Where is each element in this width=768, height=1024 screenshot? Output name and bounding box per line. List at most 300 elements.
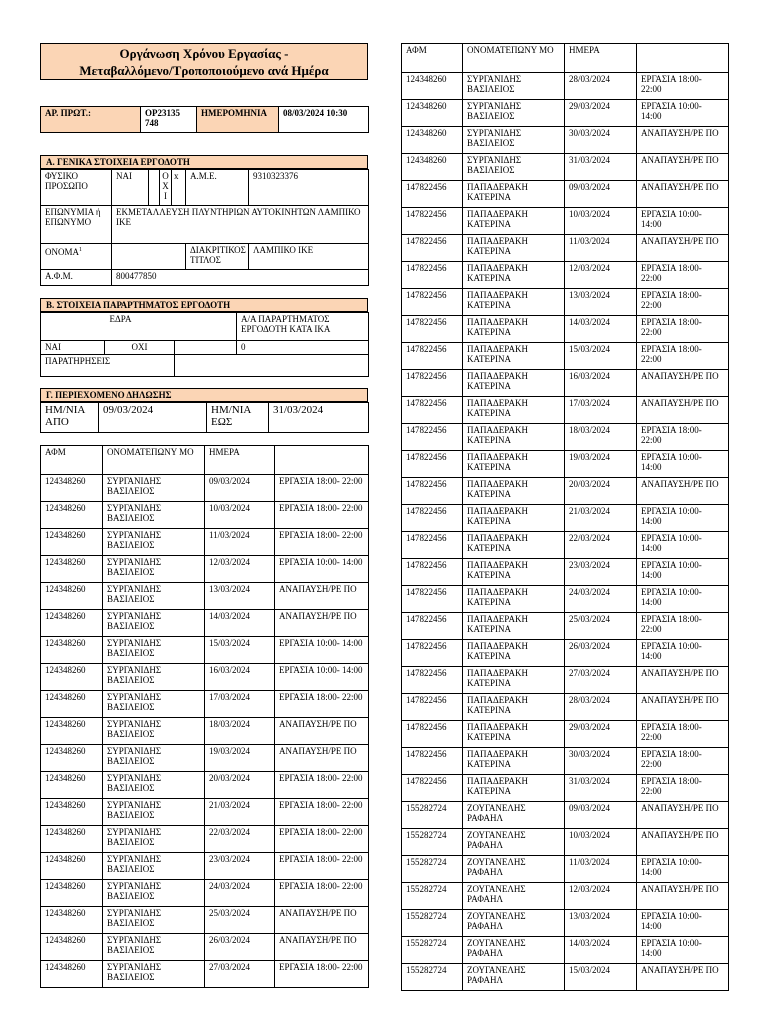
table-row	[402, 586, 729, 613]
remarks-label: ΠΑΡΑΤΗΡΗΣΕΙΣ	[41, 355, 175, 377]
cell-day: 23/03/2024	[205, 853, 275, 880]
cell-afm: 147822456	[402, 370, 463, 397]
cell-day: 14/03/2024	[205, 610, 275, 637]
company-name-value: ΕΚΜΕΤΑΛΛΕΥΣΗ ΠΛΥΝΤΗΡΙΩΝ ΑΥΤΟΚΙΝΗΤΩΝ ΛΑΜΠΙΚΟ ΙΚΕ	[112, 206, 369, 244]
seat-label: ΕΔΡΑ	[41, 313, 237, 341]
schedule-table-left	[40, 445, 369, 988]
afm-value: 800477850	[112, 270, 369, 286]
cell-day: 12/03/2024	[205, 556, 275, 583]
cell-afm: 147822456	[402, 613, 463, 640]
header-afm: ΑΦΜ	[41, 446, 103, 475]
date-from-value: 09/03/2024	[99, 403, 207, 433]
cell-day: 13/03/2024	[565, 910, 637, 937]
cell-name: ΠΑΠΑΔΕΡΑΚΗ ΚΑΤΕΡΙΝΑ	[463, 343, 565, 370]
table-row	[41, 637, 369, 664]
cell-name: ΖΟΥΓΑΝΕΛΗΣ ΡΑΦΑΗΛ	[463, 964, 565, 991]
cell-status: ΕΡΓΑΣΙΑ 18:00- 22:00	[637, 613, 729, 640]
cell-name: ΖΟΥΓΑΝΕΛΗΣ ΡΑΦΑΗΛ	[463, 883, 565, 910]
cell-name: ΣΥΡΓΑΝΙΔΗΣ ΒΑΣΙΛΕΙΟΣ	[463, 73, 565, 100]
cell-status: ΕΡΓΑΣΙΑ 10:00- 14:00	[637, 586, 729, 613]
table-row	[402, 910, 729, 937]
document-title-line1: Οργάνωση Χρόνου Εργασίας -	[119, 46, 289, 61]
cell-name: ΠΑΠΑΔΕΡΑΚΗ ΚΑΤΕΡΙΝΑ	[463, 721, 565, 748]
section-c-header: Γ. ΠΕΡΙΕΧΟΜΕΝΟ ΔΗΛΩΣΗΣ	[40, 388, 368, 402]
cell-afm: 155282724	[402, 964, 463, 991]
cell-name: ΖΟΥΓΑΝΕΛΗΣ ΡΑΦΑΗΛ	[463, 937, 565, 964]
cell-day: 09/03/2024	[565, 802, 637, 829]
onoma-label: ΟΝΟΜΑ$^1$	[41, 244, 112, 270]
cell-day: 31/03/2024	[565, 775, 637, 802]
physical-yes: ΝΑΙ	[112, 170, 149, 206]
cell-afm: 147822456	[402, 748, 463, 775]
cell-status: ΑΝΑΠΑΥΣΗ/ΡΕ ΠΟ	[275, 718, 369, 745]
cell-status: ΑΝΑΠΑΥΣΗ/ΡΕ ΠΟ	[275, 745, 369, 772]
cell-status: ΕΡΓΑΣΙΑ 18:00- 22:00	[637, 721, 729, 748]
cell-afm: 124348260	[402, 100, 463, 127]
cell-status: ΕΡΓΑΣΙΑ 10:00- 14:00	[275, 664, 369, 691]
cell-name: ΠΑΠΑΔΕΡΑΚΗ ΚΑΤΕΡΙΝΑ	[463, 667, 565, 694]
cell-day: 27/03/2024	[205, 961, 275, 988]
cell-status: ΑΝΑΠΑΥΣΗ/ΡΕ ΠΟ	[637, 829, 729, 856]
cell-day: 10/03/2024	[565, 208, 637, 235]
cell-status: ΕΡΓΑΣΙΑ 18:00- 22:00	[275, 961, 369, 988]
cell-status: ΕΡΓΑΣΙΑ 18:00- 22:00	[637, 424, 729, 451]
cell-afm: 147822456	[402, 478, 463, 505]
cell-status: ΕΡΓΑΣΙΑ 18:00- 22:00	[275, 529, 369, 556]
cell-status: ΕΡΓΑΣΙΑ 18:00- 22:00	[275, 502, 369, 529]
cell-name: ΖΟΥΓΑΝΕΛΗΣ ΡΑΦΑΗΛ	[463, 802, 565, 829]
cell-afm: 147822456	[402, 451, 463, 478]
cell-name: ΠΑΠΑΔΕΡΑΚΗ ΚΑΤΕΡΙΝΑ	[463, 775, 565, 802]
header-day: ΗΜΕΡΑ	[565, 44, 637, 73]
cell-status: ΑΝΑΠΑΥΣΗ/ΡΕ ΠΟ	[637, 154, 729, 181]
cell-day: 20/03/2024	[205, 772, 275, 799]
cell-status: ΑΝΑΠΑΥΣΗ/ΡΕ ΠΟ	[637, 883, 729, 910]
cell-status: ΕΡΓΑΣΙΑ 18:00- 22:00	[275, 853, 369, 880]
cell-status: ΕΡΓΑΣΙΑ 10:00- 14:00	[637, 208, 729, 235]
cell-day: 15/03/2024	[565, 343, 637, 370]
cell-status: ΑΝΑΠΑΥΣΗ/ΡΕ ΠΟ	[275, 610, 369, 637]
table-row	[402, 532, 729, 559]
cell-day: 28/03/2024	[565, 694, 637, 721]
table-row	[402, 667, 729, 694]
physical-person-label: ΦΥΣΙΚΟ ΠΡΟΣΩΠΟ	[41, 170, 112, 206]
cell-day: 17/03/2024	[565, 397, 637, 424]
cell-day: 25/03/2024	[205, 907, 275, 934]
table-row	[41, 907, 369, 934]
header-name: ΟΝΟΜΑΤΕΠΩΝΥ ΜΟ	[463, 44, 565, 73]
cell-day: 12/03/2024	[565, 262, 637, 289]
protocol-label: ΑΡ. ΠΡΩΤ.:	[41, 107, 141, 133]
cell-day: 27/03/2024	[565, 667, 637, 694]
cell-day: 15/03/2024	[205, 637, 275, 664]
cell-name: ΠΑΠΑΔΕΡΑΚΗ ΚΑΤΕΡΙΝΑ	[463, 586, 565, 613]
table-row	[402, 451, 729, 478]
cell-afm: 147822456	[402, 424, 463, 451]
cell-status: ΑΝΑΠΑΥΣΗ/ΡΕ ΠΟ	[637, 127, 729, 154]
cell-name: ΣΥΡΓΑΝΙΔΗΣ ΒΑΣΙΛΕΙΟΣ	[103, 475, 205, 502]
cell-day: 22/03/2024	[565, 532, 637, 559]
remarks-value	[175, 355, 369, 377]
cell-name: ΣΥΡΓΑΝΙΔΗΣ ΒΑΣΙΛΕΙΟΣ	[103, 664, 205, 691]
table-row	[402, 748, 729, 775]
cell-afm: 147822456	[402, 316, 463, 343]
header-day: ΗΜΕΡΑ	[205, 446, 275, 475]
cell-name: ΠΑΠΑΔΕΡΑΚΗ ΚΑΤΕΡΙΝΑ	[463, 478, 565, 505]
cell-name: ΣΥΡΓΑΝΙΔΗΣ ΒΑΣΙΛΕΙΟΣ	[103, 907, 205, 934]
cell-name: ΖΟΥΓΑΝΕΛΗΣ ΡΑΦΑΗΛ	[463, 829, 565, 856]
table-row	[402, 262, 729, 289]
cell-status: ΕΡΓΑΣΙΑ 18:00- 22:00	[275, 799, 369, 826]
table-row	[41, 583, 369, 610]
cell-status: ΕΡΓΑΣΙΑ 18:00- 22:00	[637, 775, 729, 802]
table-row	[402, 505, 729, 532]
cell-status: ΑΝΑΠΑΥΣΗ/ΡΕ ΠΟ	[637, 964, 729, 991]
cell-status: ΕΡΓΑΣΙΑ 10:00- 14:00	[275, 556, 369, 583]
cell-day: 25/03/2024	[565, 613, 637, 640]
cell-afm: 124348260	[41, 934, 103, 961]
cell-name: ΠΑΠΑΔΕΡΑΚΗ ΚΑΤΕΡΙΝΑ	[463, 262, 565, 289]
cell-afm: 155282724	[402, 829, 463, 856]
cell-day: 24/03/2024	[205, 880, 275, 907]
table-row	[402, 937, 729, 964]
cell-name: ΣΥΡΓΑΝΙΔΗΣ ΒΑΣΙΛΕΙΟΣ	[103, 772, 205, 799]
cell-day: 28/03/2024	[565, 73, 637, 100]
physical-no: Ο Χ Ι	[160, 170, 172, 206]
cell-day: 21/03/2024	[565, 505, 637, 532]
cell-afm: 124348260	[41, 745, 103, 772]
cell-status: ΕΡΓΑΣΙΑ 18:00- 22:00	[637, 748, 729, 775]
cell-status: ΕΡΓΑΣΙΑ 10:00- 14:00	[637, 910, 729, 937]
cell-day: 29/03/2024	[565, 100, 637, 127]
cell-status: ΕΡΓΑΣΙΑ 10:00- 14:00	[637, 937, 729, 964]
cell-status: ΕΡΓΑΣΙΑ 18:00- 22:00	[275, 691, 369, 718]
cell-status: ΑΝΑΠΑΥΣΗ/ΡΕ ΠΟ	[637, 667, 729, 694]
table-row	[402, 559, 729, 586]
table-row	[41, 934, 369, 961]
ame-label: Α.Μ.Ε.	[186, 170, 249, 206]
cell-afm: 147822456	[402, 559, 463, 586]
cell-status: ΕΡΓΑΣΙΑ 18:00- 22:00	[275, 826, 369, 853]
cell-name: ΠΑΠΑΔΕΡΑΚΗ ΚΑΤΕΡΙΝΑ	[463, 316, 565, 343]
section-b-header: Β. ΣΤΟΙΧΕΙΑ ΠΑΡΑΡΤΗΜΑΤΟΣ ΕΡΓΟΔΟΤΗ	[40, 298, 368, 312]
table-row	[41, 826, 369, 853]
cell-name: ΠΑΠΑΔΕΡΑΚΗ ΚΑΤΕΡΙΝΑ	[463, 424, 565, 451]
cell-afm: 124348260	[41, 718, 103, 745]
cell-name: ΣΥΡΓΑΝΙΔΗΣ ΒΑΣΙΛΕΙΟΣ	[103, 880, 205, 907]
cell-day: 10/03/2024	[565, 829, 637, 856]
section-b-table	[40, 312, 369, 377]
branch-value: 0	[237, 341, 369, 355]
cell-afm: 147822456	[402, 262, 463, 289]
section-a-table	[40, 169, 369, 286]
table-row	[402, 613, 729, 640]
table-row	[402, 964, 729, 991]
cell-name: ΖΟΥΓΑΝΕΛΗΣ ΡΑΦΑΗΛ	[463, 910, 565, 937]
cell-status: ΑΝΑΠΑΥΣΗ/ΡΕ ΠΟ	[637, 181, 729, 208]
table-row	[402, 478, 729, 505]
table-row	[402, 424, 729, 451]
cell-name: ΖΟΥΓΑΝΕΛΗΣ ΡΑΦΑΗΛ	[463, 856, 565, 883]
protocol-table	[40, 106, 369, 133]
cell-afm: 124348260	[41, 799, 103, 826]
cell-afm: 147822456	[402, 397, 463, 424]
table-row	[402, 73, 729, 100]
date-from-label: ΗΜ/ΝΙΑ ΑΠΟ	[41, 403, 99, 433]
distinct-title-label: ΔΙΑΚΡΙΤΙΚΟΣ ΤΙΤΛΟΣ	[186, 244, 249, 270]
document-title-line2: Μεταβαλλόμενο/Τροποποιούμενο ανά Ημέρα	[79, 63, 329, 78]
cell-status: ΕΡΓΑΣΙΑ 10:00- 14:00	[637, 856, 729, 883]
branch-label: Α/Α ΠΑΡΑΡΤΗΜΑΤΟΣ ΕΡΓΟΔΟΤΗ ΚΑΤΑ ΙΚΑ	[237, 313, 369, 341]
cell-day: 23/03/2024	[565, 559, 637, 586]
cell-afm: 147822456	[402, 289, 463, 316]
distinct-title-value: ΛΑΜΠΙΚΟ ΙΚΕ	[249, 244, 369, 270]
cell-afm: 155282724	[402, 856, 463, 883]
ame-value: 9310323376	[249, 170, 369, 206]
cell-afm: 147822456	[402, 181, 463, 208]
table-row	[41, 880, 369, 907]
cell-name: ΣΥΡΓΑΝΙΔΗΣ ΒΑΣΙΛΕΙΟΣ	[103, 745, 205, 772]
cell-name: ΠΑΠΑΔΕΡΑΚΗ ΚΑΤΕΡΙΝΑ	[463, 532, 565, 559]
table-row	[41, 475, 369, 502]
cell-status: ΕΡΓΑΣΙΑ 18:00- 22:00	[637, 316, 729, 343]
cell-status: ΑΝΑΠΑΥΣΗ/ΡΕ ΠΟ	[637, 694, 729, 721]
cell-afm: 124348260	[41, 853, 103, 880]
cell-day: 11/03/2024	[205, 529, 275, 556]
cell-status: ΕΡΓΑΣΙΑ 10:00- 14:00	[637, 100, 729, 127]
cell-day: 11/03/2024	[565, 235, 637, 262]
table-row	[41, 961, 369, 988]
section-a-header: Α. ΓΕΝΙΚΑ ΣΤΟΙΧΕΙΑ ΕΡΓΟΔΟΤΗ	[40, 155, 368, 169]
table-row	[402, 856, 729, 883]
table-row	[402, 316, 729, 343]
cell-afm: 147822456	[402, 586, 463, 613]
cell-afm: 124348260	[41, 475, 103, 502]
cell-day: 14/03/2024	[565, 316, 637, 343]
cell-name: ΣΥΡΓΑΝΙΔΗΣ ΒΑΣΙΛΕΙΟΣ	[463, 100, 565, 127]
table-row	[402, 235, 729, 262]
cell-status: ΕΡΓΑΣΙΑ 10:00- 14:00	[637, 640, 729, 667]
cell-afm: 155282724	[402, 937, 463, 964]
onoma-footnote: 1	[79, 247, 83, 253]
cell-name: ΣΥΡΓΑΝΙΔΗΣ ΒΑΣΙΛΕΙΟΣ	[103, 502, 205, 529]
cell-status: ΑΝΑΠΑΥΣΗ/ΡΕ ΠΟ	[637, 478, 729, 505]
cell-day: 11/03/2024	[565, 856, 637, 883]
table-header-row	[402, 44, 729, 73]
branch-no: ΟΧΙ	[105, 341, 175, 355]
cell-status: ΑΝΑΠΑΥΣΗ/ΡΕ ΠΟ	[275, 583, 369, 610]
table-row	[402, 343, 729, 370]
cell-name: ΣΥΡΓΑΝΙΔΗΣ ΒΑΣΙΛΕΙΟΣ	[463, 154, 565, 181]
cell-name: ΠΑΠΑΔΕΡΑΚΗ ΚΑΤΕΡΙΝΑ	[463, 694, 565, 721]
cell-afm: 124348260	[41, 529, 103, 556]
cell-name: ΠΑΠΑΔΕΡΑΚΗ ΚΑΤΕΡΙΝΑ	[463, 235, 565, 262]
cell-afm: 147822456	[402, 721, 463, 748]
table-row	[41, 691, 369, 718]
table-row	[402, 802, 729, 829]
cell-status: ΕΡΓΑΣΙΑ 18:00- 22:00	[275, 772, 369, 799]
cell-day: 16/03/2024	[205, 664, 275, 691]
cell-day: 20/03/2024	[565, 478, 637, 505]
table-row	[402, 829, 729, 856]
header-name: ΟΝΟΜΑΤΕΠΩΝΥ ΜΟ	[103, 446, 205, 475]
cell-name: ΣΥΡΓΑΝΙΔΗΣ ΒΑΣΙΛΕΙΟΣ	[103, 691, 205, 718]
table-row	[402, 640, 729, 667]
cell-afm: 124348260	[41, 691, 103, 718]
protocol-date-label: ΗΜΕΡΟΜΗΝΙΑ	[197, 107, 279, 133]
cell-name: ΠΑΠΑΔΕΡΑΚΗ ΚΑΤΕΡΙΝΑ	[463, 748, 565, 775]
cell-afm: 147822456	[402, 640, 463, 667]
table-row	[41, 853, 369, 880]
cell-status: ΑΝΑΠΑΥΣΗ/ΡΕ ΠΟ	[637, 370, 729, 397]
cell-day: 19/03/2024	[205, 745, 275, 772]
cell-name: ΣΥΡΓΑΝΙΔΗΣ ΒΑΣΙΛΕΙΟΣ	[103, 961, 205, 988]
table-row	[402, 100, 729, 127]
cell-status: ΕΡΓΑΣΙΑ 10:00- 14:00	[637, 559, 729, 586]
table-row	[402, 721, 729, 748]
document-title	[40, 43, 368, 80]
cell-afm: 124348260	[41, 637, 103, 664]
cell-name: ΣΥΡΓΑΝΙΔΗΣ ΒΑΣΙΛΕΙΟΣ	[103, 556, 205, 583]
onoma-value	[112, 244, 186, 270]
cell-day: 10/03/2024	[205, 502, 275, 529]
cell-name: ΠΑΠΑΔΕΡΑΚΗ ΚΑΤΕΡΙΝΑ	[463, 640, 565, 667]
cell-day: 13/03/2024	[205, 583, 275, 610]
cell-afm: 147822456	[402, 343, 463, 370]
table-row	[41, 610, 369, 637]
cell-status: ΑΝΑΠΑΥΣΗ/ΡΕ ΠΟ	[637, 802, 729, 829]
cell-afm: 124348260	[402, 73, 463, 100]
cell-status: ΑΝΑΠΑΥΣΗ/ΡΕ ΠΟ	[275, 907, 369, 934]
cell-status: ΕΡΓΑΣΙΑ 10:00- 14:00	[637, 505, 729, 532]
table-row	[402, 154, 729, 181]
date-to-label: ΗΜ/ΝΙΑ ΕΩΣ	[207, 403, 269, 433]
cell-name: ΠΑΠΑΔΕΡΑΚΗ ΚΑΤΕΡΙΝΑ	[463, 289, 565, 316]
table-row	[41, 799, 369, 826]
table-row	[402, 397, 729, 424]
header-status	[275, 446, 369, 475]
cell-afm: 147822456	[402, 775, 463, 802]
physical-x-mark: x	[172, 170, 186, 206]
cell-status: ΕΡΓΑΣΙΑ 18:00- 22:00	[637, 289, 729, 316]
protocol-date-value: 08/03/2024 10:30	[279, 107, 369, 133]
cell-day: 19/03/2024	[565, 451, 637, 478]
cell-day: 14/03/2024	[565, 937, 637, 964]
table-row	[402, 370, 729, 397]
branch-yes: ΝΑΙ	[41, 341, 105, 355]
cell-day: 30/03/2024	[565, 127, 637, 154]
cell-name: ΣΥΡΓΑΝΙΔΗΣ ΒΑΣΙΛΕΙΟΣ	[103, 583, 205, 610]
cell-afm: 155282724	[402, 910, 463, 937]
company-name-label: ΕΠΩΝΥΜΙΑ ή ΕΠΩΝΥΜΟ	[41, 206, 112, 244]
cell-name: ΣΥΡΓΑΝΙΔΗΣ ΒΑΣΙΛΕΙΟΣ	[103, 637, 205, 664]
cell-day: 26/03/2024	[565, 640, 637, 667]
cell-day: 12/03/2024	[565, 883, 637, 910]
table-row	[41, 529, 369, 556]
cell-afm: 124348260	[402, 127, 463, 154]
cell-day: 18/03/2024	[565, 424, 637, 451]
cell-name: ΠΑΠΑΔΕΡΑΚΗ ΚΑΤΕΡΙΝΑ	[463, 370, 565, 397]
cell-day: 22/03/2024	[205, 826, 275, 853]
cell-day: 29/03/2024	[565, 721, 637, 748]
table-row	[402, 694, 729, 721]
cell-day: 17/03/2024	[205, 691, 275, 718]
cell-name: ΣΥΡΓΑΝΙΔΗΣ ΒΑΣΙΛΕΙΟΣ	[103, 934, 205, 961]
cell-day: 09/03/2024	[205, 475, 275, 502]
cell-name: ΣΥΡΓΑΝΙΔΗΣ ΒΑΣΙΛΕΙΟΣ	[103, 853, 205, 880]
header-status	[637, 44, 729, 73]
table-row	[41, 772, 369, 799]
table-row	[402, 208, 729, 235]
table-row	[402, 775, 729, 802]
cell-status: ΑΝΑΠΑΥΣΗ/ΡΕ ΠΟ	[275, 934, 369, 961]
cell-day: 18/03/2024	[205, 718, 275, 745]
cell-afm: 155282724	[402, 883, 463, 910]
schedule-table-right	[401, 43, 729, 991]
cell-afm: 124348260	[41, 556, 103, 583]
cell-day: 16/03/2024	[565, 370, 637, 397]
afm-label: Α.Φ.Μ.	[41, 270, 112, 286]
cell-status: ΕΡΓΑΣΙΑ 10:00- 14:00	[637, 532, 729, 559]
cell-afm: 124348260	[41, 502, 103, 529]
table-row	[402, 181, 729, 208]
cell-day: 09/03/2024	[565, 181, 637, 208]
cell-name: ΣΥΡΓΑΝΙΔΗΣ ΒΑΣΙΛΕΙΟΣ	[103, 826, 205, 853]
cell-afm: 147822456	[402, 505, 463, 532]
cell-afm: 147822456	[402, 532, 463, 559]
cell-afm: 147822456	[402, 667, 463, 694]
cell-day: 24/03/2024	[565, 586, 637, 613]
cell-name: ΠΑΠΑΔΕΡΑΚΗ ΚΑΤΕΡΙΝΑ	[463, 505, 565, 532]
cell-status: ΕΡΓΑΣΙΑ 10:00- 14:00	[275, 637, 369, 664]
cell-afm: 124348260	[41, 610, 103, 637]
section-c-table	[40, 402, 369, 433]
table-row	[41, 745, 369, 772]
table-row	[41, 556, 369, 583]
cell-day: 30/03/2024	[565, 748, 637, 775]
cell-name: ΠΑΠΑΔΕΡΑΚΗ ΚΑΤΕΡΙΝΑ	[463, 181, 565, 208]
cell-status: ΕΡΓΑΣΙΑ 18:00- 22:00	[637, 262, 729, 289]
table-header-row	[41, 446, 369, 475]
table-row	[41, 718, 369, 745]
cell-afm: 124348260	[41, 826, 103, 853]
date-to-value: 31/03/2024	[269, 403, 369, 433]
cell-afm: 124348260	[41, 583, 103, 610]
cell-afm: 124348260	[41, 664, 103, 691]
cell-day: 13/03/2024	[565, 289, 637, 316]
cell-name: ΣΥΡΓΑΝΙΔΗΣ ΒΑΣΙΛΕΙΟΣ	[103, 610, 205, 637]
cell-name: ΣΥΡΓΑΝΙΔΗΣ ΒΑΣΙΛΕΙΟΣ	[103, 718, 205, 745]
cell-status: ΑΝΑΠΑΥΣΗ/ΡΕ ΠΟ	[637, 235, 729, 262]
protocol-value: ΟΡ23135 748	[141, 107, 197, 133]
cell-day: 26/03/2024	[205, 934, 275, 961]
cell-name: ΣΥΡΓΑΝΙΔΗΣ ΒΑΣΙΛΕΙΟΣ	[463, 127, 565, 154]
cell-name: ΠΑΠΑΔΕΡΑΚΗ ΚΑΤΕΡΙΝΑ	[463, 208, 565, 235]
table-row	[402, 127, 729, 154]
cell-day: 21/03/2024	[205, 799, 275, 826]
cell-afm: 124348260	[41, 961, 103, 988]
cell-afm: 124348260	[402, 154, 463, 181]
cell-status: ΕΡΓΑΣΙΑ 18:00- 22:00	[637, 343, 729, 370]
cell-name: ΣΥΡΓΑΝΙΔΗΣ ΒΑΣΙΛΕΙΟΣ	[103, 799, 205, 826]
cell-status: ΕΡΓΑΣΙΑ 18:00- 22:00	[637, 73, 729, 100]
cell-afm: 147822456	[402, 694, 463, 721]
cell-afm: 147822456	[402, 208, 463, 235]
cell-afm: 124348260	[41, 772, 103, 799]
cell-status: ΑΝΑΠΑΥΣΗ/ΡΕ ΠΟ	[637, 397, 729, 424]
cell-name: ΣΥΡΓΑΝΙΔΗΣ ΒΑΣΙΛΕΙΟΣ	[103, 529, 205, 556]
cell-name: ΠΑΠΑΔΕΡΑΚΗ ΚΑΤΕΡΙΝΑ	[463, 397, 565, 424]
